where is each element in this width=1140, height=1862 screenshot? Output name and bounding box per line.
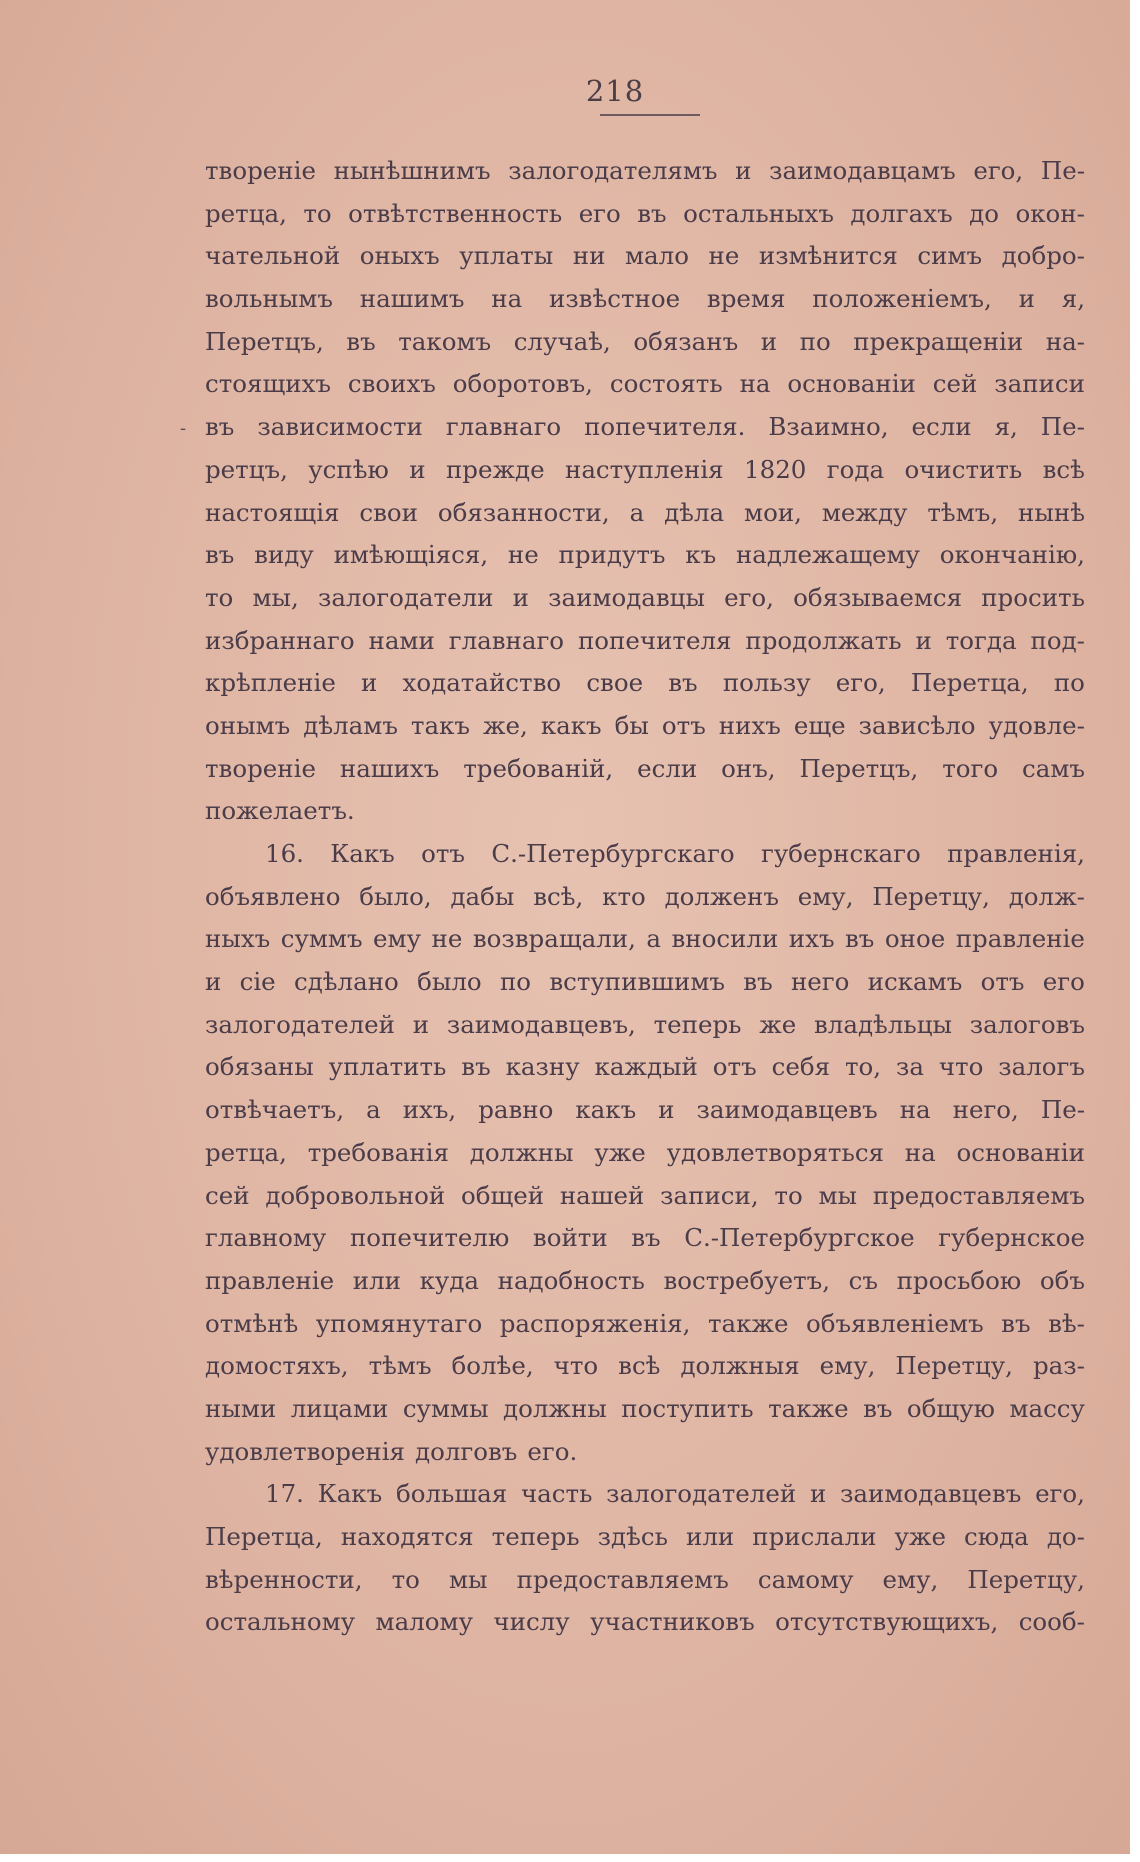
text-line: твореніе нашихъ требованій, если онъ, Перетцъ, того самъ bbox=[205, 753, 1085, 783]
text-line: остальному малому числу участниковъ отсутствующихъ, сооб- bbox=[205, 1607, 1085, 1637]
text-line: удовлетворенія долговъ его. bbox=[205, 1436, 578, 1466]
text-line: и сіе сдѣлано было по вступившимъ въ него искамъ отъ его bbox=[205, 967, 1085, 997]
text-line: чательной оныхъ уплаты ни мало не измѣнится симъ добро- bbox=[205, 241, 1085, 271]
text-line: сей добровольной общей нашей записи, то мы предоставляемъ bbox=[205, 1180, 1085, 1210]
text-line: стоящихъ своихъ оборотовъ, состоять на основаніи сей записи bbox=[205, 369, 1085, 399]
text-line: отвѣчаетъ, а ихъ, равно какъ и заимодавцевъ на него, Пе- bbox=[205, 1095, 1085, 1125]
text-line: Перетцъ, въ такомъ случаѣ, обязанъ и по прекращеніи на- bbox=[205, 326, 1085, 356]
text-line: главному попечителю войти въ С.-Петербургское губернское bbox=[205, 1223, 1085, 1253]
scan-border-right bbox=[1130, 0, 1140, 1862]
text-line: пожелаетъ. bbox=[205, 796, 355, 826]
text-line: Перетца, находятся теперь здѣсь или прислали уже сюда до- bbox=[205, 1522, 1085, 1551]
text-line: то мы, залогодатели и заимодавцы его, обязываемся просить bbox=[205, 582, 1085, 612]
text-line: домостяхъ, тѣмъ болѣе, что всѣ должныя ему, Перетцу, раз- bbox=[205, 1351, 1085, 1381]
text-line: объявлено было, дабы всѣ, кто долженъ ему, Перетцу, долж- bbox=[205, 881, 1085, 911]
text-line: залогодателей и заимодавцевъ, теперь же владѣльцы залоговъ bbox=[205, 1009, 1085, 1039]
text-line: настоящія свои обязанности, а дѣла мои, между тѣмъ, нынѣ bbox=[205, 497, 1085, 527]
body-text bbox=[205, 150, 1085, 1644]
text-line: въ виду имѣющіяся, не придутъ къ надлежащему окончанію, bbox=[205, 540, 1085, 570]
text-line: твореніе нынѣшнимъ залогодателямъ и заимодавцамъ его, Пе- bbox=[205, 156, 1085, 185]
text-line: 16. Какъ отъ С.-Петербургскаго губернскаго правленія, bbox=[265, 839, 1085, 868]
text-line: ретца, требованія должны уже удовлетворяться на основаніи bbox=[205, 1137, 1085, 1167]
text-line: ныхъ суммъ ему не возвращали, а вносили ихъ въ оное правленіе bbox=[205, 924, 1085, 954]
text-line: избраннаго нами главнаго попечителя продолжать и тогда под- bbox=[205, 625, 1085, 655]
scan-border-bottom bbox=[0, 1854, 1140, 1862]
text-line: правленіе или куда надобность востребуетъ, съ просьбою объ bbox=[205, 1265, 1085, 1295]
margin-mark: - bbox=[180, 418, 187, 439]
text-line: ретцъ, успѣю и прежде наступленія 1820 года очистить всѣ bbox=[205, 454, 1085, 484]
page-number-rule bbox=[600, 114, 700, 116]
text-line: обязаны уплатить въ казну каждый отъ себя то, за что залогъ bbox=[205, 1052, 1085, 1082]
text-line: вѣренности, то мы предоставляемъ самому ему, Перетцу, bbox=[205, 1564, 1085, 1594]
text-line: отмѣнѣ упомянутаго распоряженія, также объявленіемъ въ вѣ- bbox=[205, 1308, 1085, 1338]
text-line: вольнымъ нашимъ на извѣстное время положеніемъ, и я, bbox=[205, 284, 1085, 314]
text-line: 17. Какъ большая часть залогодателей и заимодавцевъ его, bbox=[265, 1479, 1085, 1509]
text-line: ретца, то отвѣтственность его въ остальныхъ долгахъ до окон- bbox=[205, 198, 1085, 228]
text-line: ными лицами суммы должны поступить также въ общую массу bbox=[205, 1393, 1085, 1423]
text-line: онымъ дѣламъ такъ же, какъ бы отъ нихъ еще зависѣло удовле- bbox=[205, 710, 1085, 740]
text-line: въ зависимости главнаго попечителя. Взаимно, если я, Пе- bbox=[205, 412, 1085, 442]
text-line: крѣпленіе и ходатайство свое въ пользу его, Перетца, по bbox=[205, 668, 1085, 698]
page-number: 218 bbox=[585, 74, 645, 108]
